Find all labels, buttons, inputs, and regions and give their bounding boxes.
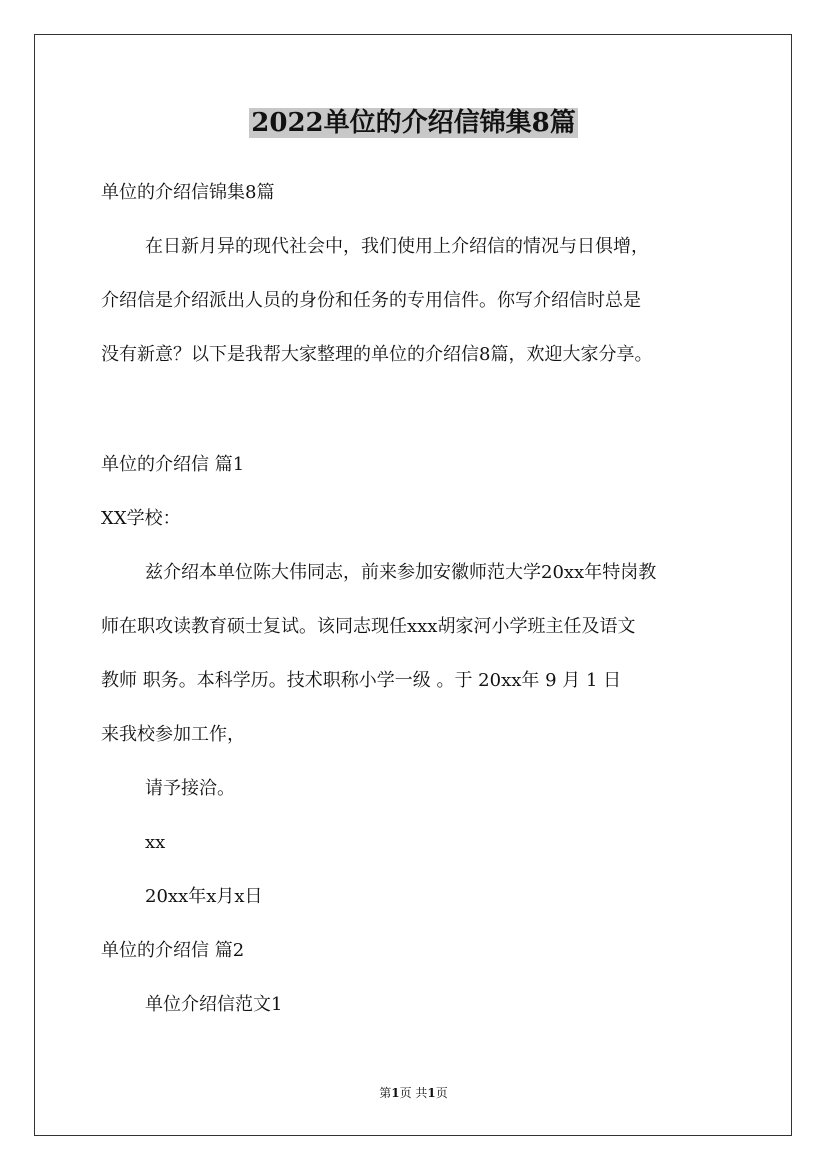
footer-prefix: 第 <box>379 1086 392 1100</box>
section1-salutation: XX学校： <box>101 508 181 529</box>
document-title-text: 2022单位的介绍信锦集8篇 <box>251 108 576 138</box>
section2-heading: 单位的介绍信 篇2 <box>101 940 245 961</box>
section1-heading: 单位的介绍信 篇1 <box>101 454 245 475</box>
section1-body-line-2: 师在职攻读教育硕士复试。该同志现任xxx胡家河小学班主任及语文 <box>101 616 636 637</box>
footer-suffix: 页 <box>435 1086 448 1100</box>
document-title <box>0 104 827 142</box>
section1-date: 20xx年x月x日 <box>145 886 263 907</box>
section1-body-line-3: 教师 职务。本科学历。技术职称小学一级 。于 20xx年 9 月 1 日 <box>101 670 622 691</box>
intro-line-1: 在日新月异的现代社会中，我们使用上介绍信的情况与日俱增， <box>145 236 649 257</box>
section2-first-line: 单位介绍信范文1 <box>145 994 283 1015</box>
footer-page-total: 1 <box>427 1086 436 1100</box>
section1-signature: xx <box>145 832 166 853</box>
document-subtitle: 单位的介绍信锦集8篇 <box>101 182 275 203</box>
section1-body-line-4: 来我校参加工作， <box>101 724 245 745</box>
intro-line-3: 没有新意？以下是我帮大家整理的单位的介绍信8篇，欢迎大家分享。 <box>101 344 653 365</box>
footer-mid: 页 共 <box>399 1086 428 1100</box>
page-footer <box>0 1084 827 1102</box>
intro-line-2: 介绍信是介绍派出人员的身份和任务的专用信件。你写介绍信时总是 <box>101 290 641 311</box>
section1-body-line-1: 兹介绍本单位陈大伟同志，前来参加安徽师范大学20xx年特岗教 <box>145 562 657 583</box>
section1-closing: 请予接洽。 <box>145 778 235 799</box>
footer-page-current: 1 <box>391 1086 400 1100</box>
